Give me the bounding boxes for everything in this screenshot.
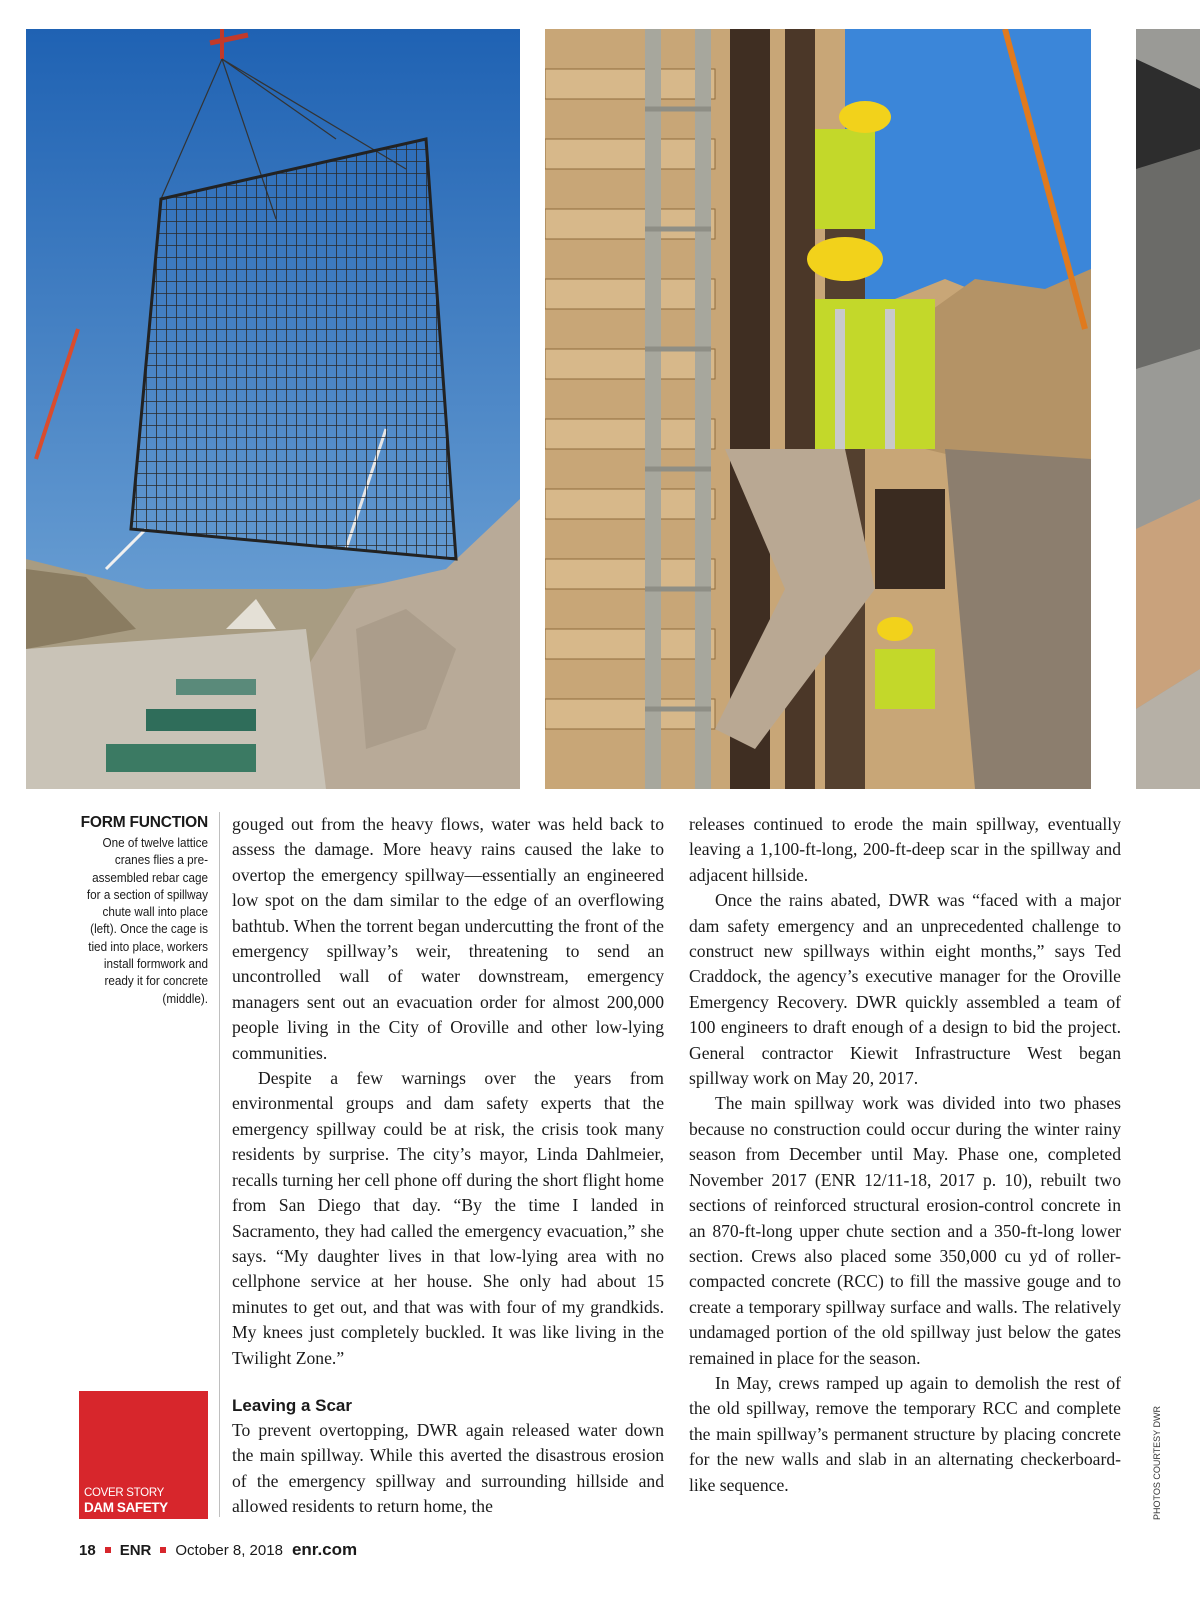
page-number: 18: [79, 1541, 96, 1559]
caption-title: FORM FUNCTION: [80, 814, 208, 831]
badge-section: DAM SAFETY: [84, 1500, 168, 1515]
paragraph: The main spillway work was divided into two phases because no construction could occur during the winter rainy season from December until May. Phase one, completed November 2017 (ENR 12/11-18, 2017 p. 10), rebuilt two sections of reinforced structural erosion-control concrete in an 870-ft-long upper chute section and a 350-ft-long lower section. Crews also placed some 350,000 cu yd of roller-compacted concrete (RCC) to fill the massive gouge and to create a temporary spillway surface and walls. The relatively undamaged portion of the old spillway just below the gates remained in place for the season.: [689, 1093, 1121, 1368]
website-link[interactable]: enr.com: [291, 1540, 358, 1559]
separator-square: [160, 1547, 166, 1553]
separator-square: [105, 1547, 111, 1553]
section-badge: [79, 1391, 208, 1519]
photo-credit: PHOTOS COURTESY DWR: [1152, 1405, 1162, 1520]
article-column-2: [689, 812, 1121, 1498]
photo-workers-formwork: [545, 29, 1091, 789]
subhead: Leaving a Scar: [232, 1395, 353, 1415]
article-column-1: [232, 812, 664, 1520]
paragraph: Despite a few warnings over the years from environmental groups and dam safety experts that the emergency spillway could be at risk, the crisis took many residents by surprise. The city’s mayor, Linda Dahlmeier, recalls turning her cell phone off during the short flight home from San Diego that day. “By the time I landed in Sacramento, they had called the emergency evacuation,” she says. “My daughter lives in that low-lying area with no cellphone service at her house. She only had about 15 minutes to get out, and that was with four of my grandkids. My knees just completely buckled. It was like living in the Twilight Zone.”: [232, 1068, 664, 1368]
paragraph: Once the rains abated, DWR was “faced with a major dam safety emergency and an unprecedented challenge to construct new spillways within eight months,” says Ted Craddock, the agency’s executive manager for the Oroville Emergency Recovery. DWR quickly assembled a team of 100 engineers to draft enough of a design to bid the project. General contractor Kiewit Infrastructure West began spillway work on May 20, 2017.: [689, 890, 1121, 1089]
caption-text: One of twelve lattice cranes flies a pre-assembled rebar cage for a section of spillway chute wall into place (left). Once the cage is tied into place, workers install formwork and ready it for concrete (middle).: [86, 836, 208, 1006]
page-footer: [79, 1540, 357, 1560]
badge-label: COVER STORY: [84, 1487, 164, 1499]
paragraph: gouged out from the heavy flows, water was held back to assess the damage. More heavy rains caused the lake to overtop the emergency spillway—essentially an engineered low spot on the dam similar to the edge of an overflowing bathtub. When the torrent began undercutting the front of the emergency spillway’s weir, threatening to send an uncontrolled wall of water downstream, emergency managers sent out an evacuation order for almost 200,000 people living in the City of Oroville and other low-lying communities.: [232, 814, 664, 1063]
column-divider: [219, 812, 220, 1517]
paragraph: In May, crews ramped up again to demolish the rest of the old spillway, remove the temporary RCC and complete the main spillway’s permanent structure by placing concrete for the new walls and slab in an alternating checkerboard-like sequence.: [689, 1372, 1121, 1495]
magazine-name: ENR: [119, 1541, 152, 1559]
photo-caption: [70, 814, 208, 1008]
photo-rebar-cage: [26, 29, 520, 789]
paragraph: To prevent overtopping, DWR again released water down the main spillway. While this averted the disastrous erosion of the emergency spillway and surrounding hillside and allowed residents to return home, the: [232, 1419, 664, 1517]
photo-spillway-edge: [1136, 29, 1200, 789]
issue-date: October 8, 2018: [175, 1541, 283, 1559]
paragraph: releases continued to erode the main spillway, eventually leaving a 1,100-ft-long, 200-ft-deep scar in the spillway and adjacent hillside.: [689, 814, 1121, 885]
